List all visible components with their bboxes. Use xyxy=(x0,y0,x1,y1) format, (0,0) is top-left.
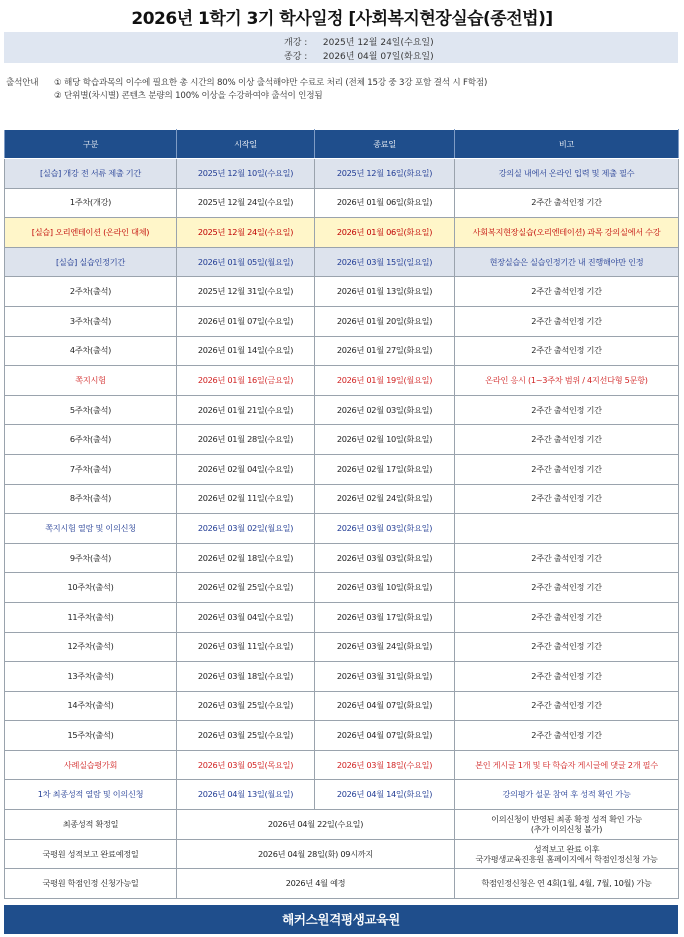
cell-start-date: 2026년 03월 04일(수요일) xyxy=(177,602,315,632)
cell-category: [실습] 개강 전 서류 제출 기간 xyxy=(5,159,177,189)
cell-category: [실습] 실습인정기간 xyxy=(5,247,177,277)
table-row xyxy=(5,632,679,662)
notice-line-2: ② 단위별(차시별) 콘텐츠 분량의 100% 이상을 수강하여야 출석이 인정됨 xyxy=(54,91,323,101)
header-remarks: 비고 xyxy=(455,130,679,159)
cell-remarks: 2주간 출석인정 기간 xyxy=(455,454,679,484)
table-row xyxy=(5,484,679,514)
table-row xyxy=(5,425,679,455)
cell-end-date: 2026년 03월 03일(화요일) xyxy=(315,543,455,573)
cell-remarks: 2주간 출석인정 기간 xyxy=(455,336,679,366)
cell-remarks: 현장실습은 실습인정기간 내 진행해야만 인정 xyxy=(455,247,679,277)
cell-start-date: 2026년 02월 25일(수요일) xyxy=(177,573,315,603)
notice-line-1: ① 해당 학습과목의 이수에 필요한 총 시간의 80% 이상 출석해야만 수료로 처리 (전체 15강 중 3강 포함 결석 시 F학점) xyxy=(54,78,488,88)
cell-end-date: 2026년 03월 24일(화요일) xyxy=(315,632,455,662)
cell-category: [실습] 오리엔테이션 (온라인 대체) xyxy=(5,218,177,248)
cell-category: 13주차(출석) xyxy=(5,662,177,692)
cell-remarks: 2주간 출석인정 기간 xyxy=(455,662,679,692)
cell-remarks: 2주간 출석인정 기간 xyxy=(455,691,679,721)
cell-start-date: 2026년 03월 18일(수요일) xyxy=(177,662,315,692)
cell-category: 5주차(출석) xyxy=(5,395,177,425)
cell-category: 1차 최종성적 열람 및 이의신청 xyxy=(5,780,177,810)
cell-start-date: 2026년 01월 21일(수요일) xyxy=(177,395,315,425)
cell-start-date: 2026년 03월 11일(수요일) xyxy=(177,632,315,662)
cell-end-date: 2026년 02월 03일(화요일) xyxy=(315,395,455,425)
cell-end-date: 2026년 03월 10일(화요일) xyxy=(315,573,455,603)
table-row xyxy=(5,454,679,484)
cell-category: 1주차(개강) xyxy=(5,188,177,218)
cell-end-date: 2026년 01월 13일(화요일) xyxy=(315,277,455,307)
cell-category: 4주차(출석) xyxy=(5,336,177,366)
page-title: 2026년 1학기 3기 학사일정 [사회복지현장실습(종전법)] xyxy=(131,9,553,29)
cell-remarks: 2주간 출석인정 기간 xyxy=(455,573,679,603)
cell-date-merged: 2026년 04월 22일(수요일) xyxy=(177,810,455,840)
cell-category: 사례실습평가회 xyxy=(5,750,177,780)
cell-category: 9주차(출석) xyxy=(5,543,177,573)
cell-remarks: 2주간 출석인정 기간 xyxy=(455,721,679,751)
cell-start-date: 2026년 02월 04일(수요일) xyxy=(177,454,315,484)
cell-start-date: 2026년 02월 11일(수요일) xyxy=(177,484,315,514)
cell-remarks: 2주간 출석인정 기간 xyxy=(455,395,679,425)
table-row xyxy=(5,810,679,840)
cell-start-date: 2026년 03월 05일(목요일) xyxy=(177,750,315,780)
table-row xyxy=(5,839,679,869)
table-row xyxy=(5,750,679,780)
schedule-table xyxy=(4,129,679,899)
notice-label: 출석안내 xyxy=(6,78,39,88)
cell-date-merged: 2026년 4월 예정 xyxy=(177,869,455,899)
cell-end-date: 2026년 03월 31일(화요일) xyxy=(315,662,455,692)
period-box xyxy=(4,32,678,63)
cell-remarks: 2주간 출석인정 기간 xyxy=(455,632,679,662)
table-header-row xyxy=(5,130,679,159)
cell-category: 쪽지시험 xyxy=(5,366,177,396)
cell-category: 3주차(출석) xyxy=(5,306,177,336)
table-row xyxy=(5,514,679,544)
cell-category: 쪽지시험 열람 및 이의신청 xyxy=(5,514,177,544)
cell-start-date: 2026년 03월 25일(수요일) xyxy=(177,721,315,751)
cell-category: 최종성적 확정일 xyxy=(5,810,177,840)
cell-category: 14주차(출석) xyxy=(5,691,177,721)
cell-remarks: 온라인 응시 (1~3주차 범위 / 4지선다형 5문항) xyxy=(455,366,679,396)
cell-remarks: 2주간 출석인정 기간 xyxy=(455,188,679,218)
table-row xyxy=(5,336,679,366)
cell-category: 12주차(출석) xyxy=(5,632,177,662)
cell-start-date: 2026년 03월 02일(월요일) xyxy=(177,514,315,544)
table-row xyxy=(5,780,679,810)
end-date-row xyxy=(284,49,434,62)
cell-remarks: 학점인정신청은 연 4회(1월, 4월, 7월, 10월) 가능 xyxy=(455,869,679,899)
cell-end-date: 2026년 04월 07일(화요일) xyxy=(315,721,455,751)
cell-category: 국평원 성적보고 완료예정일 xyxy=(5,839,177,869)
table-row xyxy=(5,159,679,189)
table-row xyxy=(5,188,679,218)
cell-start-date: 2026년 02월 18일(수요일) xyxy=(177,543,315,573)
table-row xyxy=(5,277,679,307)
cell-end-date: 2026년 01월 20일(화요일) xyxy=(315,306,455,336)
cell-start-date: 2025년 12월 24일(수요일) xyxy=(177,188,315,218)
table-row xyxy=(5,869,679,899)
table-row xyxy=(5,721,679,751)
table-row xyxy=(5,366,679,396)
cell-remarks xyxy=(455,810,679,840)
table-row xyxy=(5,662,679,692)
cell-start-date: 2026년 01월 16일(금요일) xyxy=(177,366,315,396)
start-label: 개강 : xyxy=(284,38,308,48)
cell-category: 10주차(출석) xyxy=(5,573,177,603)
header-start-date: 시작일 xyxy=(177,130,315,159)
table-row xyxy=(5,573,679,603)
cell-remarks: 2주간 출석인정 기간 xyxy=(455,484,679,514)
cell-start-date: 2026년 01월 05일(월요일) xyxy=(177,247,315,277)
cell-remarks: 2주간 출석인정 기간 xyxy=(455,602,679,632)
cell-end-date: 2026년 01월 06일(화요일) xyxy=(315,218,455,248)
cell-category: 7주차(출석) xyxy=(5,454,177,484)
cell-start-date: 2025년 12월 24일(수요일) xyxy=(177,218,315,248)
cell-remarks: 2주간 출석인정 기간 xyxy=(455,425,679,455)
cell-category: 8주차(출석) xyxy=(5,484,177,514)
cell-start-date: 2026년 01월 14일(수요일) xyxy=(177,336,315,366)
cell-end-date: 2026년 02월 10일(화요일) xyxy=(315,425,455,455)
remarks-line-2: 국가평생교육진흥원 홈페이지에서 학점인정신청 가능 xyxy=(475,853,658,864)
cell-category: 15주차(출석) xyxy=(5,721,177,751)
cell-remarks: 2주간 출석인정 기간 xyxy=(455,543,679,573)
cell-end-date: 2026년 01월 19일(월요일) xyxy=(315,366,455,396)
cell-remarks xyxy=(455,839,679,869)
end-value: 2026년 04월 07일(화요일) xyxy=(322,52,434,62)
table-row xyxy=(5,691,679,721)
table-row xyxy=(5,602,679,632)
cell-start-date: 2025년 12월 10일(수요일) xyxy=(177,159,315,189)
cell-end-date: 2026년 04월 07일(화요일) xyxy=(315,691,455,721)
cell-remarks: 강의실 내에서 온라인 입력 및 제출 필수 xyxy=(455,159,679,189)
table-row xyxy=(5,395,679,425)
cell-remarks: 본인 게시글 1개 및 타 학습자 게시글에 댓글 2개 필수 xyxy=(455,750,679,780)
cell-remarks: 2주간 출석인정 기간 xyxy=(455,277,679,307)
cell-category: 11주차(출석) xyxy=(5,602,177,632)
cell-category: 6주차(출석) xyxy=(5,425,177,455)
remarks-line-1: 이의신청이 반영된 최종 확정 성적 확인 가능 xyxy=(491,814,642,825)
cell-remarks xyxy=(455,514,679,544)
cell-start-date: 2026년 03월 25일(수요일) xyxy=(177,691,315,721)
table-row xyxy=(5,247,679,277)
cell-end-date: 2026년 03월 03일(화요일) xyxy=(315,514,455,544)
cell-end-date: 2026년 03월 17일(화요일) xyxy=(315,602,455,632)
cell-end-date: 2025년 12월 16일(화요일) xyxy=(315,159,455,189)
table-row xyxy=(5,306,679,336)
cell-category: 국평원 학점인정 신청가능일 xyxy=(5,869,177,899)
cell-start-date: 2026년 04월 13일(월요일) xyxy=(177,780,315,810)
cell-end-date: 2026년 03월 15일(일요일) xyxy=(315,247,455,277)
cell-end-date: 2026년 03월 18일(수요일) xyxy=(315,750,455,780)
cell-start-date: 2026년 01월 28일(수요일) xyxy=(177,425,315,455)
cell-end-date: 2026년 02월 24일(화요일) xyxy=(315,484,455,514)
cell-start-date: 2026년 01월 07일(수요일) xyxy=(177,306,315,336)
cell-end-date: 2026년 01월 27일(화요일) xyxy=(315,336,455,366)
cell-end-date: 2026년 02월 17일(화요일) xyxy=(315,454,455,484)
remarks-line-1: 성적보고 완료 이후 xyxy=(533,843,600,854)
cell-end-date: 2026년 04월 14일(화요일) xyxy=(315,780,455,810)
footer-brand: 해커스원격평생교육원 xyxy=(4,905,678,934)
cell-remarks: 2주간 출석인정 기간 xyxy=(455,306,679,336)
start-value: 2025년 12월 24일(수요일) xyxy=(322,38,434,48)
end-label: 종강 : xyxy=(284,52,308,62)
header-category: 구분 xyxy=(5,130,177,159)
table-row xyxy=(5,543,679,573)
header-end-date: 종료일 xyxy=(315,130,455,159)
start-date-row xyxy=(284,35,434,48)
cell-start-date: 2025년 12월 31일(수요일) xyxy=(177,277,315,307)
cell-remarks: 사회복지현장실습(오리엔테이션) 과목 강의실에서 수강 xyxy=(455,218,679,248)
remarks-line-2: (추가 이의신청 불가) xyxy=(530,824,603,835)
cell-category: 2주차(출석) xyxy=(5,277,177,307)
cell-date-merged: 2026년 04월 28일(화) 09시까지 xyxy=(177,839,455,869)
cell-end-date: 2026년 01월 06일(화요일) xyxy=(315,188,455,218)
table-row xyxy=(5,218,679,248)
cell-remarks: 강의평가 설문 참여 후 성적 확인 가능 xyxy=(455,780,679,810)
